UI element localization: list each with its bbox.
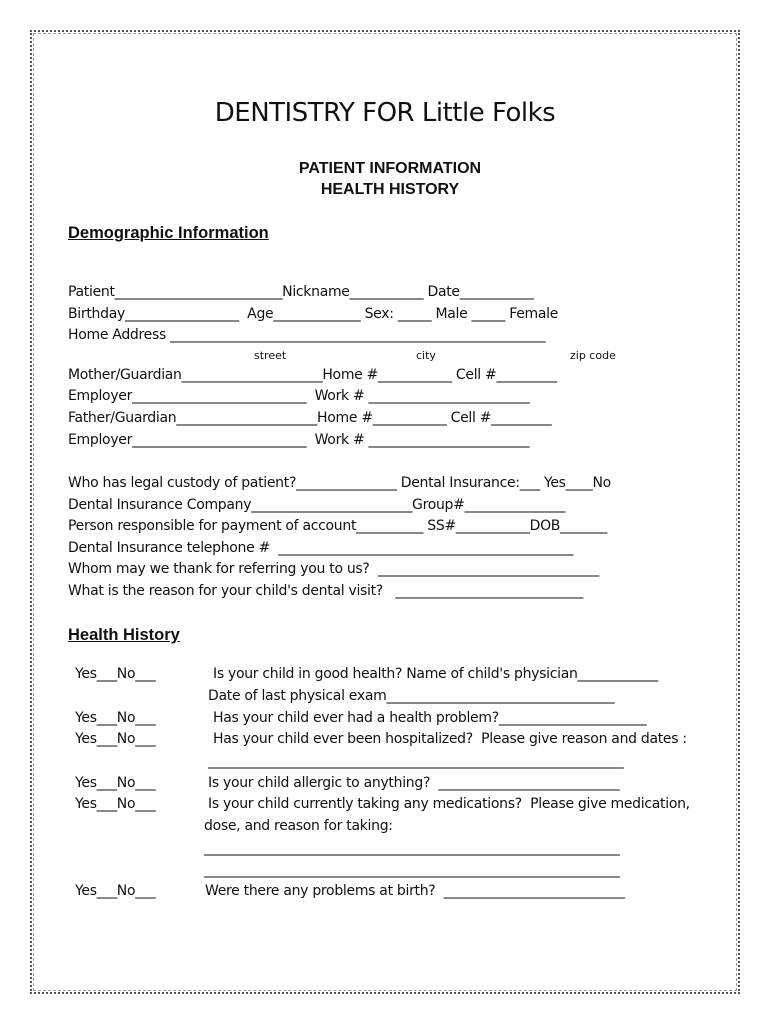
father-guardian-field[interactable]: Father/Guardian_____________________Home #___________ Cell #_________ [68, 410, 552, 426]
mother-employer-field[interactable]: Employer__________________________ Work # ________________________ [68, 388, 530, 404]
yes-no-medications[interactable]: Yes___No___ [75, 796, 156, 812]
question-hospitalized[interactable]: Has your child ever been hospitalized? Please give reason and dates : [213, 731, 687, 747]
insurance-company-field[interactable]: Dental Insurance Company________________________Group#_______________ [68, 497, 566, 513]
visit-reason-field[interactable]: What is the reason for your child's dental visit? ____________________________ [68, 583, 583, 599]
referral-field[interactable]: Whom may we thank for referring you to us? _________________________________ [68, 561, 599, 577]
form-subtitle-health-history: HEALTH HISTORY [320, 181, 460, 198]
payment-responsible-field[interactable]: Person responsible for payment of account__________ SS#___________DOB_______ [68, 518, 607, 534]
practice-title: DENTISTRY FOR Little Folks [214, 98, 556, 128]
demographic-section-heading: Demographic Information [68, 224, 269, 242]
form-subtitle-patient-information: PATIENT INFORMATION [298, 160, 482, 177]
yes-no-health-problem[interactable]: Yes___No___ [75, 710, 156, 726]
insurance-telephone-field[interactable]: Dental Insurance telephone # ____________________________________________ [68, 540, 574, 556]
address-city-label: city [416, 349, 436, 362]
legal-custody-insurance-field[interactable]: Who has legal custody of patient?_______________ Dental Insurance:___ Yes____No [68, 475, 611, 491]
address-zip-label: zip code [570, 349, 616, 362]
patient-name-field[interactable]: Patient_________________________Nickname___________ Date___________ [68, 284, 534, 300]
question-last-physical[interactable]: Date of last physical exam__________________________________ [208, 688, 615, 704]
yes-no-allergic[interactable]: Yes___No___ [75, 775, 156, 791]
question-birth-problems[interactable]: Were there any problems at birth? ___________________________ [205, 883, 625, 899]
question-medications-continued: dose, and reason for taking: [204, 818, 393, 834]
question-health-problem[interactable]: Has your child ever had a health problem?______________________ [213, 710, 647, 726]
mother-guardian-field[interactable]: Mother/Guardian_____________________Home #___________ Cell #_________ [68, 367, 557, 383]
home-address-field[interactable]: Home Address ________________________________________________________ [68, 327, 546, 343]
address-street-label: street [254, 349, 287, 362]
question-allergic[interactable]: Is your child allergic to anything? ___________________________ [208, 775, 620, 791]
father-employer-field[interactable]: Employer__________________________ Work # ________________________ [68, 432, 530, 448]
yes-no-birth-problems[interactable]: Yes___No___ [75, 883, 156, 899]
yes-no-good-health[interactable]: Yes___No___ [75, 666, 156, 682]
yes-no-hospitalized[interactable]: Yes___No___ [75, 731, 156, 747]
health-history-section-heading: Health History [68, 626, 180, 644]
medications-answer-line-1[interactable]: ______________________________________________________________ [204, 840, 620, 856]
hospitalized-answer-line[interactable]: ______________________________________________________________ [208, 753, 624, 769]
medications-answer-line-2[interactable]: ______________________________________________________________ [204, 862, 620, 878]
birthday-age-sex-field[interactable]: Birthday_________________ Age_____________ Sex: _____ Male _____ Female [68, 306, 559, 322]
question-medications[interactable]: Is your child currently taking any medications? Please give medication, [208, 796, 690, 812]
question-good-health[interactable]: Is your child in good health? Name of child's physician____________ [213, 666, 658, 682]
